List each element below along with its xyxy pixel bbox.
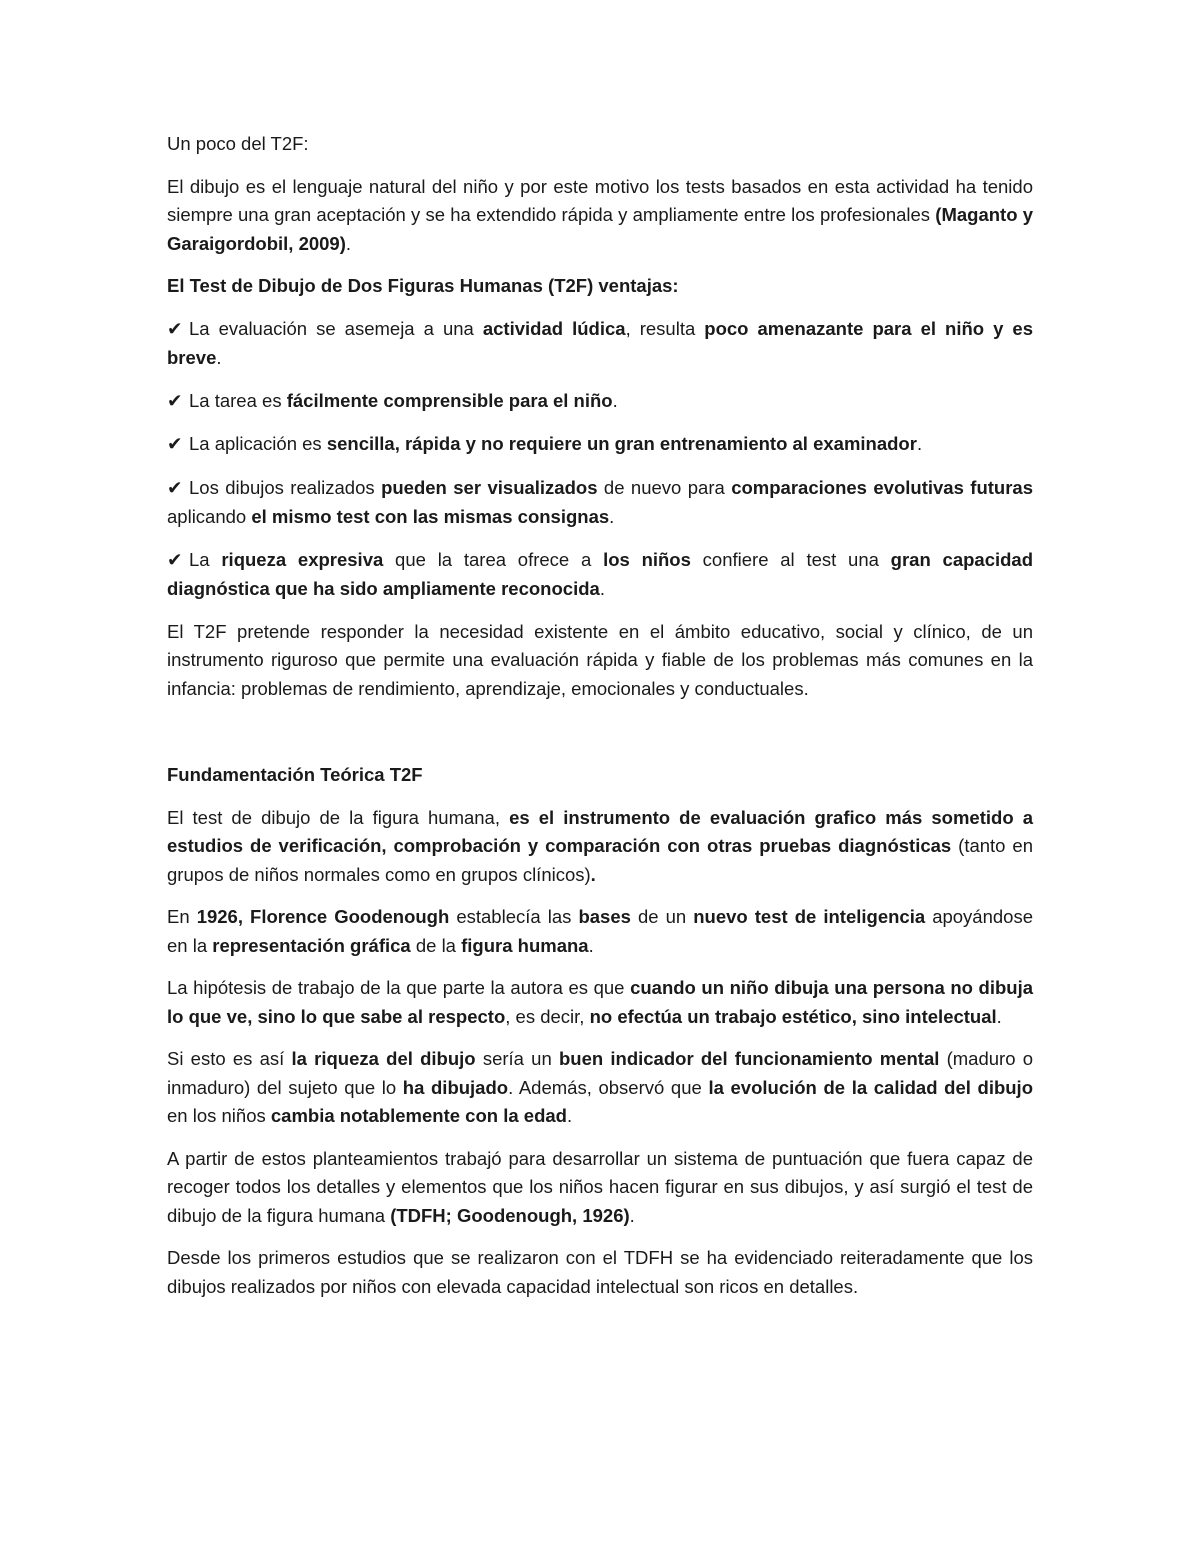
text-run: apoyándose en la <box>167 906 1034 956</box>
bold-text-run: figura humana <box>461 934 589 956</box>
text-run: Los dibujos realizados <box>189 476 382 498</box>
text-run: . <box>599 578 605 599</box>
text-run: . <box>916 433 923 454</box>
text-run: . <box>629 1204 635 1226</box>
check-icon: ✔ <box>167 434 183 455</box>
ventaja-item-1 <box>167 315 1033 373</box>
fundamentacion-paragraph-5 <box>167 1145 1033 1231</box>
fundamentacion-paragraph-3 <box>167 974 1033 1031</box>
check-icon: ✔ <box>167 549 183 571</box>
text-run: de la <box>410 934 462 956</box>
ventaja-text <box>167 549 1033 600</box>
section-spacer <box>167 717 1033 761</box>
text-run: sería un <box>475 1048 559 1069</box>
bold-text-run: . <box>590 863 596 885</box>
bold-text-run: el mismo test con las mismas consignas <box>251 506 610 527</box>
text-run: , es decir, <box>505 1005 590 1027</box>
text-run: Desde los primeros estudios que se realizaron con el TDFH se ha evidenciado reiteradamente que los dibujos realizados por niños con elevada capacidad intelectual son ricos en detalles. <box>167 1247 1033 1297</box>
text-run: (maduro o inmaduro) del sujeto que lo <box>167 1048 1033 1098</box>
ventaja-text <box>167 318 1033 369</box>
text-run: El T2F pretende responder la necesidad existente en el ámbito educativo, social y clínico, de un instrumento riguroso que permite una evaluación rápida y fiable de los problemas más comunes en la infancia: problemas de rendimiento, aprendizaje, emocionales y conductuales. <box>167 620 1033 699</box>
bold-text-run: es el instrumento de evaluación grafico más sometido a estudios de verificación, comprobación y comparación con otras pruebas diagnósticas <box>167 806 1033 856</box>
ventaja-item-5 <box>167 546 1033 604</box>
text-run: . Además, observó que <box>508 1076 709 1098</box>
check-icon: ✔ <box>167 477 183 499</box>
text-run: En <box>167 906 197 927</box>
text-run: . <box>612 389 618 411</box>
fundamentacion-paragraph-6 <box>167 1244 1033 1301</box>
bold-text-run: cuando un niño dibuja una persona no dibuja lo que ve, sino lo que sabe al respecto <box>167 977 1033 1027</box>
text-run: aplicando <box>167 506 252 527</box>
text-run: La <box>189 548 222 570</box>
bold-text-run: sencilla, rápida y no requiere un gran entrenamiento al examinador <box>326 433 917 454</box>
text-run: . <box>609 506 615 527</box>
text-run: . <box>566 1105 573 1126</box>
check-icon: ✔ <box>167 390 183 412</box>
fundamentacion-paragraph-4 <box>167 1045 1033 1131</box>
bold-text-run: (TDFH; Goodenough, 1926) <box>390 1204 630 1226</box>
ventajas-closing-paragraph <box>167 618 1033 704</box>
ventaja-item-2 <box>167 387 1033 417</box>
fundamentacion-heading: Fundamentación Teórica T2F <box>167 764 423 785</box>
bold-text-run: los niños <box>603 548 691 570</box>
text-run: La evaluación se asemeja a una <box>189 317 483 339</box>
bold-text-run: bases <box>578 906 631 927</box>
text-run: establecía las <box>449 906 579 927</box>
text-run: El test de dibujo de la figura humana, <box>167 806 510 828</box>
bold-text-run: buen indicador del funcionamiento mental <box>558 1048 940 1069</box>
bold-text-run: (Maganto y Garaigordobil, 2009) <box>167 204 1033 254</box>
intro-title: Un poco del T2F: <box>167 133 309 154</box>
text-run: . <box>216 347 222 368</box>
text-run: . <box>588 934 594 956</box>
ventaja-item-4 <box>167 474 1033 532</box>
text-run: A partir de estos planteamientos trabajó para desarrollar un sistema de puntuación que fuera capaz de recoger todos los detalles y elementos que los niños hacen figurar en sus dibujos, y así surgió el test de dibujo de la figura humana <box>167 1147 1033 1226</box>
ventaja-item-3 <box>167 430 1033 460</box>
bold-text-run: representación gráfica <box>212 934 411 956</box>
text-run: . <box>345 232 352 254</box>
bold-text-run: fácilmente comprensible para el niño <box>286 389 613 411</box>
text-run: . <box>996 1005 1002 1027</box>
bold-text-run: riqueza expresiva <box>221 548 384 570</box>
text-run: La hipótesis de trabajo de la que parte la autora es que <box>167 977 631 998</box>
bold-text-run: la riqueza del dibujo <box>291 1048 476 1069</box>
text-run: en los niños <box>167 1105 271 1126</box>
bold-text-run: gran capacidad diagnóstica que ha sido ampliamente reconocida <box>167 548 1034 599</box>
document-page <box>167 130 1033 1315</box>
check-icon: ✔ <box>167 318 183 340</box>
text-run: El dibujo es el lenguaje natural del niño y por este motivo los tests basados en esta actividad ha tenido siempre una gran aceptación y se ha extendido rápida y ampliamente entre los profesionales <box>167 175 1033 225</box>
text-run: de nuevo para <box>597 476 732 498</box>
ventaja-text <box>189 390 618 411</box>
text-run: confiere al test una <box>690 548 891 570</box>
fundamentacion-paragraph-1 <box>167 804 1033 890</box>
bold-text-run: poco amenazante para el niño y es breve <box>167 317 1034 368</box>
bold-text-run: nuevo test de inteligencia <box>693 906 926 927</box>
bold-text-run: comparaciones evolutivas futuras <box>731 476 1033 498</box>
ventaja-text <box>167 477 1033 528</box>
fundamentacion-paragraph-2 <box>167 903 1033 960</box>
text-run: (tanto en grupos de niños normales como en grupos clínicos) <box>167 835 1033 885</box>
ventaja-text <box>189 433 922 454</box>
text-run: Si esto es así <box>167 1048 292 1069</box>
intro-paragraph <box>167 173 1033 259</box>
bold-text-run: pueden ser visualizados <box>381 476 598 498</box>
bold-text-run: ha dibujado <box>402 1076 509 1098</box>
text-run: que la tarea ofrece a <box>383 548 604 570</box>
bold-text-run: 1926, Florence Goodenough <box>196 906 450 927</box>
text-run: , resulta <box>625 317 705 339</box>
bold-text-run: la evolución de la calidad del dibujo <box>708 1076 1033 1098</box>
ventajas-heading: El Test de Dibujo de Dos Figuras Humanas (T2F) ventajas: <box>167 275 679 296</box>
bold-text-run: actividad lúdica <box>482 317 626 339</box>
bold-text-run: no efectúa un trabajo estético, sino intelectual <box>589 1005 997 1027</box>
text-run: de un <box>630 906 694 927</box>
text-run: La tarea es <box>189 389 287 411</box>
text-run: La aplicación es <box>189 433 327 454</box>
bold-text-run: cambia notablemente con la edad <box>270 1105 567 1126</box>
